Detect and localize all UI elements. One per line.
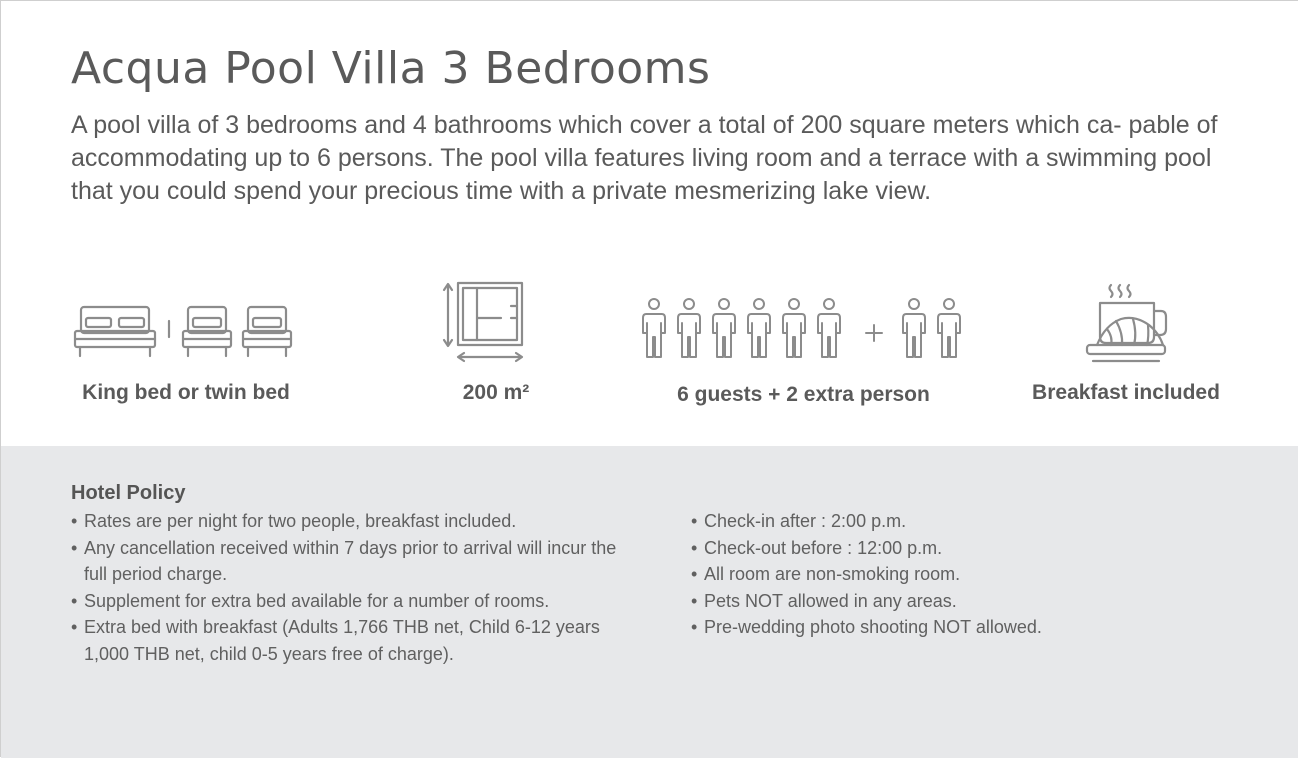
feature-label: 200 m² xyxy=(462,381,530,404)
person-icon xyxy=(783,299,805,357)
person-icon xyxy=(713,299,735,357)
person-icon xyxy=(748,299,770,357)
breakfast-icon xyxy=(1021,271,1231,366)
guests-icon xyxy=(636,271,971,366)
person-icon xyxy=(818,299,840,357)
policy-item: • Pre-wedding photo shooting NOT allowed. xyxy=(691,614,1211,641)
person-icon xyxy=(678,299,700,357)
feature-label: King bed or twin bed xyxy=(82,381,290,404)
policy-item: • Extra bed with breakfast (Adults 1,766 THB net, Child 6-12 years 1,000 THB net, child 0-5 years free of charge). xyxy=(71,614,641,667)
feature-area xyxy=(421,271,571,404)
room-overview xyxy=(1,1,1298,446)
policy-item: • Check-out before : 12:00 p.m. xyxy=(691,535,1211,562)
feature-bed xyxy=(71,271,301,404)
policy-item: • Any cancellation received within 7 days prior to arrival will incur the full period charge. xyxy=(71,535,641,588)
floor-plan-icon xyxy=(421,271,571,366)
policy-item: • Rates are per night for two people, breakfast included. xyxy=(71,508,641,535)
policy-item: • Pets NOT allowed in any areas. xyxy=(691,588,1211,615)
room-title: Acqua Pool Villa 3 Bedrooms xyxy=(71,43,711,94)
feature-guests xyxy=(636,271,971,406)
plus-icon xyxy=(866,325,882,341)
feature-label: 6 guests + 2 extra person xyxy=(677,383,930,406)
policy-item: • All room are non-smoking room. xyxy=(691,561,1211,588)
policy-list-left xyxy=(71,508,641,667)
hotel-policy-panel xyxy=(1,446,1298,758)
policy-item: • Supplement for extra bed available for a number of rooms. xyxy=(71,588,641,615)
room-description: A pool villa of 3 bedrooms and 4 bathrooms which cover a total of 200 square meters which ca- pable of accommodating up to 6 persons. The pool villa features living room and a terrace with a swimming pool that you could spend your precious time with a private mesmerizing lake view. xyxy=(71,111,1218,205)
person-icon xyxy=(938,299,960,357)
policy-title: Hotel Policy xyxy=(71,482,186,504)
person-icon xyxy=(643,299,665,357)
policy-list-right xyxy=(691,508,1211,641)
feature-breakfast xyxy=(1021,271,1231,404)
person-icon xyxy=(903,299,925,357)
feature-label: Breakfast included xyxy=(1032,381,1220,404)
bed-icon xyxy=(71,271,301,366)
policy-item: • Check-in after : 2:00 p.m. xyxy=(691,508,1211,535)
